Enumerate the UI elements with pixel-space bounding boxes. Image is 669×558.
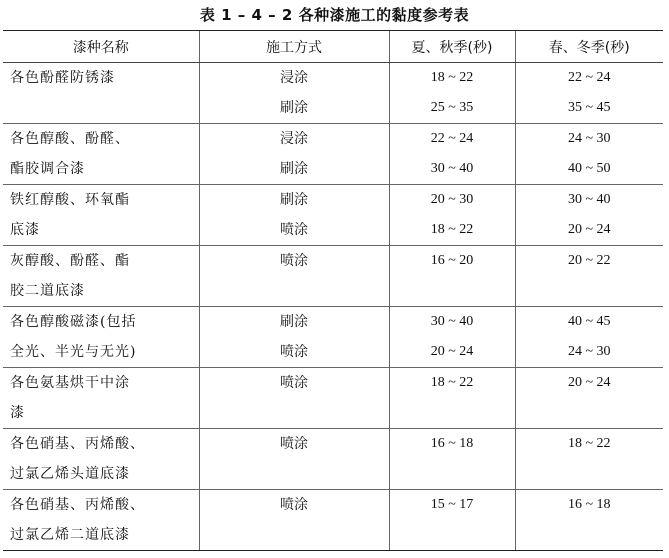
summer-autumn-cell-line [390,520,515,550]
paint-name-cell-line: 各色醇酸、酚醛、 [10,131,130,147]
spring-winter-cell-line: 24 ~ 30 [567,344,611,359]
summer-autumn-cell-line: 25 ~ 35 [430,100,474,115]
method-cell [199,246,389,307]
method-cell-line: 刷涂 [280,314,308,330]
method-cell-line: 喷涂 [280,375,308,391]
spring-winter-cell [515,246,663,307]
method-cell-line: 刷涂 [280,161,308,177]
method-cell-line: 喷涂 [280,253,308,269]
paint-name-cell [3,368,199,429]
table-row [3,490,663,551]
method-cell [199,124,389,185]
paint-name-cell-line: 铁红醇酸、环氧酯 [10,192,130,208]
method-cell-line: 刷涂 [280,192,308,208]
paint-name-cell-line: 全光、半光与无光) [10,344,137,360]
summer-autumn-cell-line: 18 ~ 22 [430,375,474,390]
table-title: 表 1 – 4 – 2 各种漆施工的黏度参考表 [199,6,470,24]
method-cell-line [200,276,389,306]
summer-autumn-cell-line: 20 ~ 30 [430,192,474,207]
method-cell-line [200,520,389,550]
method-cell [199,307,389,368]
table-row [3,368,663,429]
paint-name-cell-line: 灰醇酸、酚醛、酯 [10,253,130,269]
spring-winter-cell-line: 40 ~ 50 [567,161,611,176]
summer-autumn-cell-line: 30 ~ 40 [430,161,474,176]
method-cell [199,63,389,124]
paint-name-cell-line: 各色酚醛防锈漆 [10,70,115,86]
summer-autumn-cell [389,63,515,124]
paint-name-cell-line: 各色硝基、丙烯酸、 [10,497,145,513]
spring-winter-cell-line [516,520,664,550]
summer-autumn-cell-line: 18 ~ 22 [430,222,474,237]
summer-autumn-cell-line: 15 ~ 17 [430,497,474,512]
spring-winter-cell-line: 16 ~ 18 [567,497,611,512]
paint-name-cell-line [3,93,199,123]
method-cell-line [200,459,389,489]
spring-winter-cell-line: 20 ~ 22 [567,253,611,268]
paint-name-cell-line: 过氯乙烯二道底漆 [10,527,130,543]
summer-autumn-cell [389,490,515,551]
spring-winter-cell-line [516,459,664,489]
header-paint-name: 漆种名称 [3,31,199,63]
spring-winter-cell-line: 22 ~ 24 [567,70,611,85]
spring-winter-cell [515,63,663,124]
paint-name-cell [3,185,199,246]
spring-winter-cell [515,307,663,368]
summer-autumn-cell [389,429,515,490]
spring-winter-cell [515,124,663,185]
summer-autumn-cell-line [390,459,515,489]
table-row [3,63,663,124]
paint-name-cell [3,63,199,124]
summer-autumn-cell-line: 16 ~ 18 [430,436,474,451]
table-row [3,429,663,490]
method-cell-line: 喷涂 [280,344,308,360]
method-cell-line: 浸涂 [280,70,308,86]
header-spring-winter: 春、冬季(秒) [515,31,663,63]
paint-name-cell-line: 各色硝基、丙烯酸、 [10,436,145,452]
spring-winter-cell [515,490,663,551]
summer-autumn-cell-line: 20 ~ 24 [430,344,474,359]
paint-name-cell [3,307,199,368]
paint-name-cell-line: 过氯乙烯头道底漆 [10,466,130,482]
method-cell [199,429,389,490]
summer-autumn-cell-line: 30 ~ 40 [430,314,474,329]
spring-winter-cell-line: 24 ~ 30 [567,131,611,146]
summer-autumn-cell-line: 22 ~ 24 [430,131,474,146]
paint-name-cell-line: 酯胶调合漆 [10,161,85,177]
spring-winter-cell-line: 18 ~ 22 [567,436,611,451]
summer-autumn-cell-line [390,398,515,428]
summer-autumn-cell-line [390,276,515,306]
table-row [3,185,663,246]
header-row [3,31,663,63]
method-cell-line: 喷涂 [280,436,308,452]
spring-winter-cell-line: 20 ~ 24 [567,222,611,237]
paint-name-cell-line: 漆 [10,405,25,421]
paint-name-cell-line: 胶二道底漆 [10,283,85,299]
spring-winter-cell-line [516,276,664,306]
table-row [3,246,663,307]
spring-winter-cell-line: 30 ~ 40 [567,192,611,207]
method-cell-line: 浸涂 [280,131,308,147]
summer-autumn-cell [389,185,515,246]
summer-autumn-cell-line: 16 ~ 20 [430,253,474,268]
method-cell-line: 喷涂 [280,497,308,513]
method-cell [199,368,389,429]
spring-winter-cell [515,185,663,246]
spring-winter-cell [515,429,663,490]
summer-autumn-cell [389,246,515,307]
header-method: 施工方式 [199,31,389,63]
summer-autumn-cell [389,307,515,368]
spring-winter-cell [515,368,663,429]
table-row [3,124,663,185]
method-cell [199,490,389,551]
paint-name-cell [3,429,199,490]
method-cell-line: 喷涂 [280,222,308,238]
table-row [3,307,663,368]
paint-name-cell-line: 各色氨基烘干中涂 [10,375,130,391]
summer-autumn-cell [389,124,515,185]
method-cell-line: 刷涂 [280,100,308,116]
spring-winter-cell-line [516,398,664,428]
summer-autumn-cell-line: 18 ~ 22 [430,70,474,85]
spring-winter-cell-line: 35 ~ 45 [567,100,611,115]
spring-winter-cell-line: 40 ~ 45 [567,314,611,329]
spring-winter-cell-line: 20 ~ 24 [567,375,611,390]
method-cell-line [200,398,389,428]
paint-name-cell [3,246,199,307]
paint-name-cell [3,490,199,551]
paint-name-cell [3,124,199,185]
viscosity-table [3,30,663,551]
method-cell [199,185,389,246]
summer-autumn-cell [389,368,515,429]
header-summer-autumn: 夏、秋季(秒) [389,31,515,63]
paint-name-cell-line: 底漆 [10,222,40,238]
paint-name-cell-line: 各色醇酸磁漆(包括 [10,314,137,330]
